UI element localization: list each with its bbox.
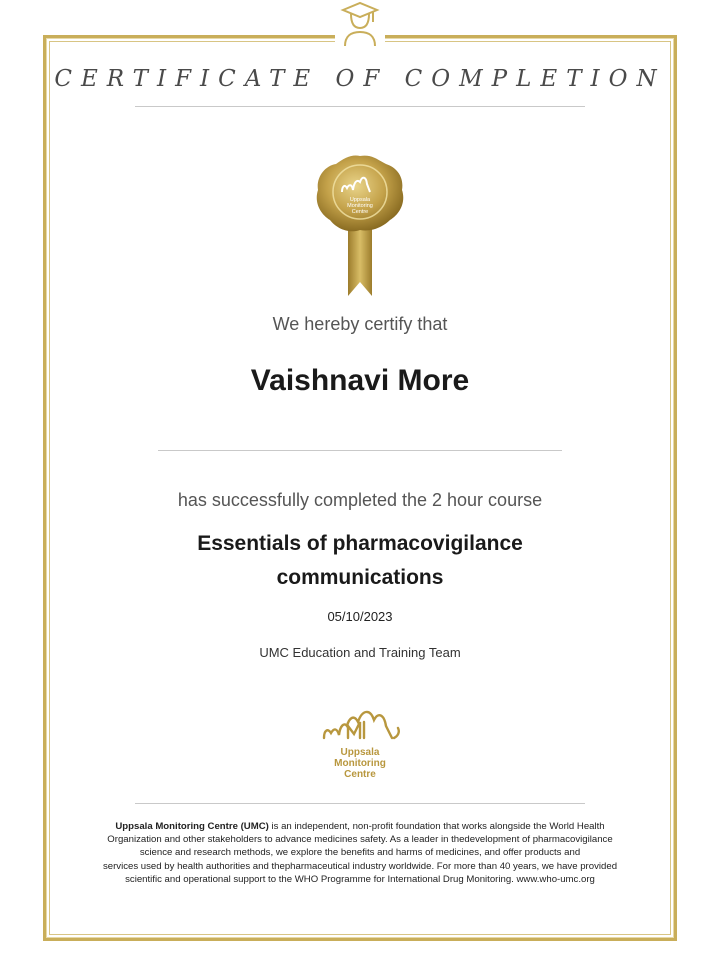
footer-line-5: scientific and operational support to the WHO Programme for International Drug Monitoring. www.who-umc.org	[125, 873, 595, 885]
certify-text: We hereby certify that	[272, 314, 448, 334]
logo-line-1: Uppsala	[340, 747, 380, 758]
footer-line-3: science and research methods, we explore the benefits and harms of medicines, and offer products and	[139, 847, 581, 859]
logo-line-3: Centre	[344, 769, 376, 780]
title-divider	[135, 106, 585, 107]
completion-text: has successfully completed the 2 hour course	[177, 490, 543, 510]
completion-date: 05/10/2023	[327, 609, 393, 624]
footer-line-2: Organization and other stakeholders to advance medicines safety. As a leader in thedevelopment of pharmacovigilance	[107, 834, 613, 846]
seal-label-3: Centre	[351, 209, 369, 215]
course-title	[0, 527, 720, 595]
recipient-name: Vaishnavi More	[250, 364, 470, 397]
footer-divider	[135, 803, 585, 804]
logo-line-2: Monitoring	[334, 758, 386, 769]
name-divider	[158, 450, 562, 451]
footer-org-name: Uppsala Monitoring Centre (UMC)	[115, 821, 269, 832]
issuer-team: UMC Education and Training Team	[259, 645, 461, 660]
course-title-line-2: communications	[276, 566, 444, 589]
certificate-title: CERTIFICATE OF COMPLETION	[54, 66, 666, 92]
umc-logo-text	[318, 747, 402, 780]
graduate-icon	[335, 0, 385, 48]
course-title-line-1: Essentials of pharmacovigilance	[197, 532, 523, 555]
footer-line-4: services used by health authorities and thepharmaceutical industry worldwide. For more than 40 years, we have provided	[102, 860, 618, 872]
wax-seal-icon	[312, 152, 408, 298]
footer-description	[78, 820, 642, 886]
seal-label-1: Uppsala	[349, 197, 371, 203]
footer-line-1: is an independent, non-profit foundation that works alongside the World Health	[268, 821, 605, 832]
seal-label-2: Monitoring	[347, 203, 373, 209]
